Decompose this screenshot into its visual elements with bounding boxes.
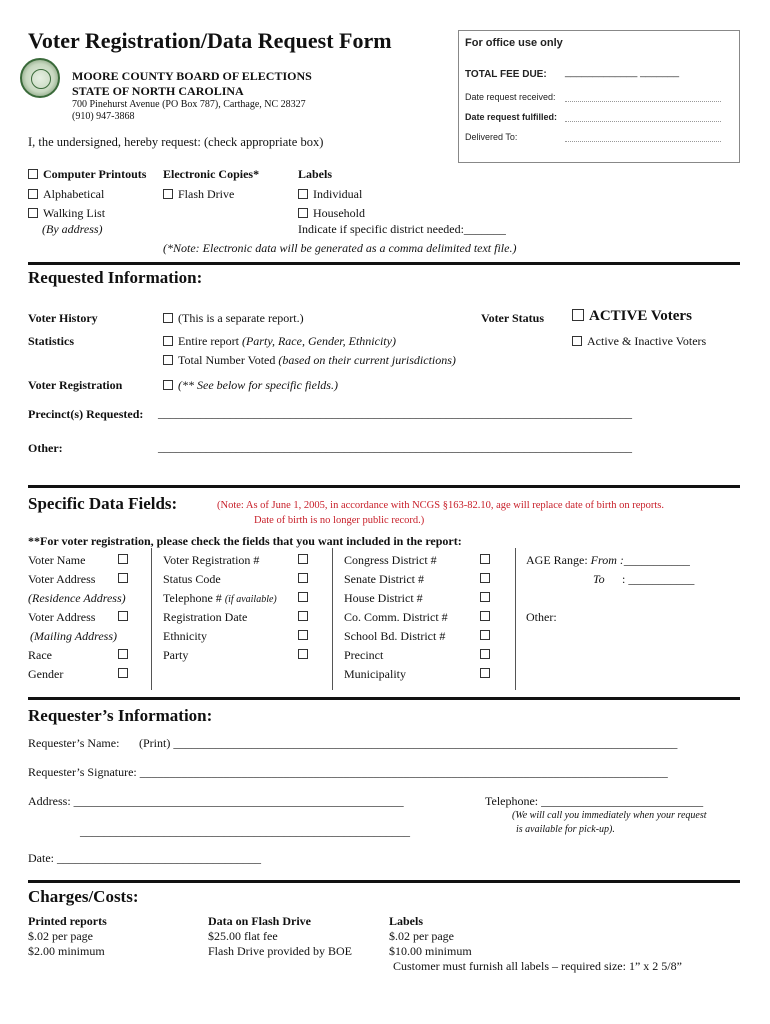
option-total-voted[interactable]: Total Number Voted (based on their current jurisdictions) bbox=[163, 353, 456, 368]
labels-requirement: Customer must furnish all labels – required size: 1” x 2 5/8” bbox=[393, 959, 682, 973]
other-label: Other: bbox=[28, 441, 63, 455]
precinct-field[interactable]: _______________________________________________________________________________ bbox=[158, 406, 632, 420]
dob-note-2: Date of birth is no longer public record.) bbox=[254, 515, 425, 526]
checkbox-house-district[interactable] bbox=[480, 592, 490, 602]
field-senate-district: Senate District # bbox=[344, 572, 424, 586]
checkbox-voter-registration-number[interactable] bbox=[298, 554, 308, 564]
field-house-district: House District # bbox=[344, 591, 423, 605]
requester-name-field[interactable]: (Print) ____________________________________________________________________________________ bbox=[139, 736, 678, 750]
checkbox-registration-date[interactable] bbox=[298, 611, 308, 621]
office-use-title: For office use only bbox=[465, 37, 563, 49]
checkbox-voter-address[interactable] bbox=[118, 573, 128, 583]
flash-drive-provider: Flash Drive provided by BOE bbox=[208, 944, 352, 958]
field-ethnicity: Ethnicity bbox=[163, 629, 207, 643]
field-race: Race bbox=[28, 648, 52, 662]
requester-name-label: Requester’s Name: bbox=[28, 736, 120, 750]
checkbox-ethnicity[interactable] bbox=[298, 630, 308, 640]
option-entire-report[interactable]: Entire report (Party, Race, Gender, Ethnicity) bbox=[163, 334, 396, 349]
checkbox[interactable] bbox=[298, 208, 308, 218]
date-fulfilled-field[interactable] bbox=[565, 121, 721, 122]
age-range-field[interactable]: AGE Range: From :___________ bbox=[526, 553, 690, 567]
date-fulfilled-label: Date request fulfilled: bbox=[465, 112, 558, 122]
checkbox-gender[interactable] bbox=[118, 668, 128, 678]
field-voter-address: Voter Address bbox=[28, 572, 96, 586]
checkbox[interactable] bbox=[572, 336, 582, 346]
other-field[interactable]: _______________________________________________________________________________ bbox=[158, 440, 632, 454]
checkbox-municipality[interactable] bbox=[480, 668, 490, 678]
checkbox[interactable] bbox=[163, 355, 173, 365]
date-received-field[interactable] bbox=[565, 101, 721, 102]
section-divider bbox=[28, 697, 740, 700]
statistics-label: Statistics bbox=[28, 334, 74, 348]
option-individual[interactable]: Individual bbox=[298, 187, 362, 202]
org-phone: (910) 947-3868 bbox=[72, 111, 135, 122]
requested-info-heading: Requested Information: bbox=[28, 268, 203, 287]
option-flash-drive[interactable]: Flash Drive bbox=[163, 187, 234, 202]
telephone-note: (We will call you immediately when your request bbox=[512, 810, 707, 821]
section-divider bbox=[28, 262, 740, 265]
field-municipality: Municipality bbox=[344, 667, 406, 681]
checkbox[interactable] bbox=[28, 169, 38, 179]
labels-title: Labels bbox=[389, 914, 424, 928]
checkbox-status-code[interactable] bbox=[298, 573, 308, 583]
column-divider bbox=[332, 548, 333, 690]
field-precinct: Precinct bbox=[344, 648, 384, 662]
checkbox-school-bd-district[interactable] bbox=[480, 630, 490, 640]
flash-drive-title: Data on Flash Drive bbox=[208, 914, 311, 928]
field-congress-district: Congress District # bbox=[344, 553, 437, 567]
delivered-to-label: Delivered To: bbox=[465, 132, 518, 142]
district-needed-field[interactable]: Indicate if specific district needed:_______ bbox=[298, 222, 506, 236]
field-gender: Gender bbox=[28, 667, 64, 681]
section-divider bbox=[28, 880, 740, 883]
other-fields-label: Other: bbox=[526, 610, 557, 624]
field-voter-name: Voter Name bbox=[28, 553, 86, 567]
labels-rate: $.02 per page bbox=[389, 929, 454, 943]
electronic-copies-heading: Electronic Copies* bbox=[163, 167, 260, 181]
option-voter-registration[interactable]: (** See below for specific fields.) bbox=[163, 378, 338, 393]
requester-info-heading: Requester’s Information: bbox=[28, 706, 213, 725]
org-name: MOORE COUNTY BOARD OF ELECTIONS bbox=[72, 69, 312, 83]
checkbox-race[interactable] bbox=[118, 649, 128, 659]
walking-list-note: (By address) bbox=[42, 222, 103, 236]
checkbox[interactable] bbox=[163, 336, 173, 346]
printed-reports-title: Printed reports bbox=[28, 914, 107, 928]
printed-reports-rate: $.02 per page bbox=[28, 929, 93, 943]
delivered-to-field[interactable] bbox=[565, 141, 721, 142]
voter-status-label: Voter Status bbox=[481, 311, 545, 325]
checkbox-telephone[interactable] bbox=[298, 592, 308, 602]
labels-minimum: $10.00 minimum bbox=[389, 944, 472, 958]
voter-registration-label: Voter Registration bbox=[28, 378, 123, 392]
field-telephone: Telephone # (if available) bbox=[163, 591, 277, 605]
org-state: STATE OF NORTH CAROLINA bbox=[72, 84, 244, 98]
checkbox-voter-mailing-address[interactable] bbox=[118, 611, 128, 621]
voter-history-label: Voter History bbox=[28, 311, 98, 325]
requester-signature-field[interactable]: Requester’s Signature: ________________________________________________________________________________________ bbox=[28, 765, 668, 779]
checkbox-precinct[interactable] bbox=[480, 649, 490, 659]
date-received-label: Date request received: bbox=[465, 92, 556, 102]
org-address: 700 Pinehurst Avenue (PO Box 787), Carthage, NC 28327 bbox=[72, 99, 306, 110]
checkbox[interactable] bbox=[572, 309, 584, 321]
option-voter-history[interactable]: (This is a separate report.) bbox=[163, 311, 304, 326]
flash-drive-fee: $25.00 flat fee bbox=[208, 929, 278, 943]
charges-heading: Charges/Costs: bbox=[28, 887, 139, 906]
checkbox[interactable] bbox=[163, 313, 173, 323]
field-school-bd-district: School Bd. District # bbox=[344, 629, 446, 643]
checkbox[interactable] bbox=[298, 189, 308, 199]
checkbox[interactable] bbox=[163, 380, 173, 390]
mailing-address-note: (Mailing Address) bbox=[30, 629, 117, 643]
fields-instruction: **For voter registration, please check the fields that you want included in the report: bbox=[28, 534, 462, 548]
section-divider bbox=[28, 485, 740, 488]
form-title: Voter Registration/Data Request Form bbox=[28, 28, 392, 53]
field-voter-registration-number: Voter Registration # bbox=[163, 553, 260, 567]
checkbox[interactable] bbox=[28, 189, 38, 199]
checkbox[interactable] bbox=[28, 208, 38, 218]
printed-reports-minimum: $2.00 minimum bbox=[28, 944, 105, 958]
column-divider bbox=[515, 548, 516, 690]
checkbox-co-comm-district[interactable] bbox=[480, 611, 490, 621]
checkbox-senate-district[interactable] bbox=[480, 573, 490, 583]
checkbox-congress-district[interactable] bbox=[480, 554, 490, 564]
field-status-code: Status Code bbox=[163, 572, 221, 586]
dob-note: (Note: As of June 1, 2005, in accordance with NCGS §163-82.10, age will replace date of birth on reports. bbox=[217, 500, 665, 511]
precinct-label: Precinct(s) Requested: bbox=[28, 407, 144, 421]
option-computer-printouts[interactable]: Computer Printouts bbox=[28, 167, 146, 182]
age-to-field[interactable]: : ___________ bbox=[622, 572, 695, 586]
specific-data-heading: Specific Data Fields: bbox=[28, 494, 178, 513]
date-field[interactable]: Date: __________________________________ bbox=[28, 851, 261, 865]
checkbox-party[interactable] bbox=[298, 649, 308, 659]
telephone-field[interactable]: Telephone: ___________________________ bbox=[485, 794, 704, 808]
field-co-comm-district: Co. Comm. District # bbox=[344, 610, 448, 624]
labels-heading: Labels bbox=[298, 167, 333, 181]
telephone-note-2: is available for pick-up). bbox=[516, 824, 615, 835]
address-field[interactable]: Address: _______________________________________________________ bbox=[28, 794, 404, 808]
field-voter-mailing-address: Voter Address bbox=[28, 610, 96, 624]
request-intro: I, the undersigned, hereby request: (check appropriate box) bbox=[28, 135, 324, 149]
age-to-label: To bbox=[593, 572, 605, 586]
field-party: Party bbox=[163, 648, 189, 662]
total-fee-label: TOTAL FEE DUE: bbox=[465, 69, 547, 80]
option-household[interactable]: Household bbox=[298, 206, 365, 221]
address-field-line2[interactable]: _______________________________________________________ bbox=[80, 824, 410, 838]
electronic-note: (*Note: Electronic data will be generated as a comma delimited text file.) bbox=[163, 241, 517, 255]
field-registration-date: Registration Date bbox=[163, 610, 248, 624]
option-walking-list[interactable]: Walking List bbox=[28, 206, 105, 221]
option-active-voters[interactable]: ACTIVE Voters bbox=[572, 308, 692, 325]
option-alphabetical[interactable]: Alphabetical bbox=[28, 187, 104, 202]
office-use-box bbox=[458, 30, 740, 163]
checkbox[interactable] bbox=[163, 189, 173, 199]
checkbox-voter-name[interactable] bbox=[118, 554, 128, 564]
residence-address-note: (Residence Address) bbox=[28, 591, 126, 605]
county-seal-icon bbox=[20, 58, 60, 98]
option-active-inactive-voters[interactable]: Active & Inactive Voters bbox=[572, 334, 706, 349]
total-fee-field[interactable]: _____________ _______ bbox=[565, 67, 680, 78]
column-divider bbox=[151, 548, 152, 690]
